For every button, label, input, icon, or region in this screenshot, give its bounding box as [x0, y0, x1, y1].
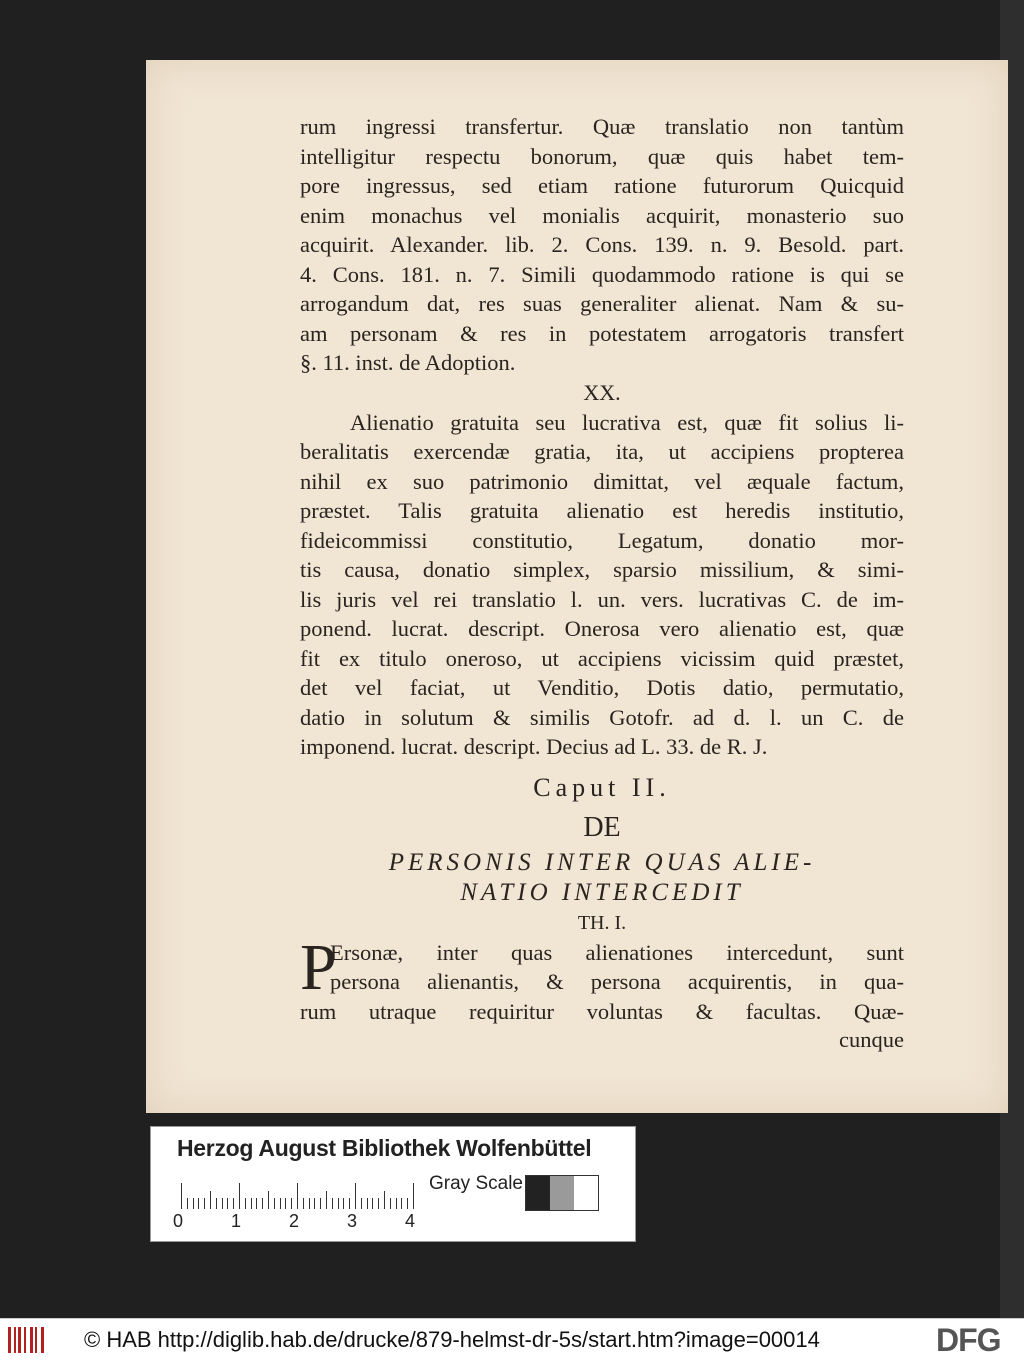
ruler-tick [320, 1198, 321, 1209]
text-line: pore ingressus, sed etiam ratione futurorum Quicquid [300, 173, 904, 198]
ruler-tick [251, 1198, 252, 1209]
barcode-icon [8, 1327, 46, 1353]
footer-bar [0, 1318, 1024, 1361]
ruler-number: 2 [289, 1211, 300, 1231]
ruler-tick [378, 1198, 379, 1209]
ruler-tick [204, 1198, 205, 1209]
page-text [300, 112, 904, 1054]
ruler-tick [314, 1198, 315, 1209]
barcode-bar [24, 1327, 26, 1353]
text-line: am personam & res in potestatem arrogatoris transfert [300, 320, 904, 346]
catchword: cunque [839, 1027, 904, 1052]
text-line: §. 11. inst. de Adoption. [300, 350, 516, 375]
measure-ruler [181, 1179, 413, 1209]
ruler-tick [193, 1198, 194, 1209]
text-line: rum utraque requiritur voluntas & facultas. Quæ- [300, 998, 904, 1024]
ruler-tick [239, 1183, 240, 1209]
gray-scale-swatches [525, 1175, 599, 1211]
text-line: enim monachus vel monialis acquirit, monasterio suo [300, 202, 904, 228]
ruler-tick [384, 1191, 385, 1209]
ruler-tick [268, 1191, 269, 1209]
barcode-bar [30, 1327, 33, 1353]
ruler-tick [349, 1198, 350, 1209]
ruler-tick [396, 1198, 397, 1209]
text-line: ponend. lucrat. descript. Onerosa vero alienatio est, quæ [300, 616, 904, 641]
ruler-tick [291, 1198, 292, 1209]
ruler-tick [390, 1198, 391, 1209]
ruler-tick [338, 1198, 339, 1209]
ruler-tick [413, 1183, 414, 1209]
paragraph-xx [300, 408, 904, 762]
text-line: datio in solutum & similis Gotofr. ad d. l. un C. de [300, 704, 904, 730]
dfg-logo: DFG [936, 1322, 1001, 1358]
ruler-tick [187, 1198, 188, 1209]
ruler-number: 3 [347, 1211, 358, 1231]
final-paragraph [300, 930, 904, 1027]
text-line: 4. Cons. 181. n. 7. Simili quodammodo ratione is qui se [300, 261, 904, 287]
text-line: persona alienantis, & persona acquirentis, in qua- [330, 969, 904, 994]
ruler-tick [227, 1198, 228, 1209]
ruler-tick [256, 1198, 257, 1209]
citation-link[interactable]: © HAB http://diglib.hab.de/drucke/879-helmst-dr-5s/start.htm?image=00014 [84, 1327, 820, 1352]
ruler-tick [372, 1198, 373, 1209]
chapter-title-line: NATIO INTERCEDIT [460, 878, 744, 906]
ruler-tick [262, 1198, 263, 1209]
ruler-tick [280, 1198, 281, 1209]
text-line: det vel faciat, ut Venditio, Dotis datio, permutatio, [300, 675, 904, 700]
ruler-number: 4 [405, 1211, 416, 1231]
barcode-bar [35, 1327, 37, 1353]
text-line: lis juris vel rei translatio l. un. vers. lucrativas C. de im- [300, 586, 904, 612]
ruler-tick [210, 1191, 211, 1209]
section-number: XX. [583, 379, 621, 405]
barcode-bar [14, 1327, 16, 1353]
gray-scale-label: Gray Scale [429, 1173, 523, 1194]
chapter-title-line: PERSONIS INTER QUAS ALIE- [388, 848, 816, 876]
ruler-tick [181, 1183, 182, 1209]
drop-cap: P [300, 930, 337, 1004]
ruler-tick [401, 1198, 402, 1209]
chapter-title [300, 848, 904, 908]
ruler-scale-numbers [173, 1211, 433, 1235]
text-line: Alienatio gratuita seu lucrativa est, quæ fit solius li- [350, 409, 904, 435]
text-line: beralitatis exercendæ gratia, ita, ut accipiens propterea [300, 439, 904, 464]
text-line: Ersonæ, inter quas alienationes intercedunt, sunt [330, 939, 904, 965]
ruler-tick [367, 1198, 368, 1209]
text-line: tis causa, donatio simplex, sparsio missilium, & simi- [300, 557, 904, 582]
ruler-tick [361, 1198, 362, 1209]
library-name: Herzog August Bibliothek Wolfenbüttel [177, 1135, 592, 1161]
barcode-bar [18, 1327, 21, 1353]
text-line: nihil ex suo patrimonio dimittat, vel æquale factum, [300, 468, 904, 494]
text-line: præstet. Talis gratuita alienatio est heredis institutio, [300, 498, 904, 523]
gray-swatch [574, 1176, 598, 1210]
gray-swatch [550, 1176, 574, 1210]
ruler-tick [245, 1198, 246, 1209]
ruler-tick [309, 1198, 310, 1209]
ruler-tick [343, 1198, 344, 1209]
text-line: arrogandum dat, res suas generaliter alienat. Nam & su- [300, 291, 904, 316]
paragraph-xix [300, 112, 904, 378]
ruler-tick [297, 1183, 298, 1209]
ruler-tick [332, 1198, 333, 1209]
ruler-tick [285, 1198, 286, 1209]
chapter-de: DE [583, 811, 621, 843]
text-line: intelligitur respectu bonorum, quæ quis habet tem- [300, 143, 904, 169]
ruler-tick [233, 1198, 234, 1209]
ruler-number: 0 [173, 1211, 184, 1231]
ruler-tick [355, 1183, 356, 1209]
ruler-tick [216, 1198, 217, 1209]
ruler-tick [326, 1191, 327, 1209]
barcode-bar [8, 1327, 11, 1353]
ruler-tick [303, 1198, 304, 1209]
thesis-label: TH. I. [577, 911, 627, 934]
ruler-tick [222, 1198, 223, 1209]
gray-swatch [526, 1176, 550, 1210]
ruler-tick [198, 1198, 199, 1209]
text-line: acquirit. Alexander. lib. 2. Cons. 139. n. 9. Besold. part. [300, 232, 904, 257]
color-ruler-card [150, 1126, 636, 1242]
ruler-tick [407, 1198, 408, 1209]
ruler-tick [274, 1198, 275, 1209]
barcode-bar [41, 1327, 44, 1353]
text-line: fideicommissi constitutio, Legatum, donatio mor- [300, 527, 904, 553]
ruler-number: 1 [231, 1211, 242, 1231]
text-line: imponend. lucrat. descript. Decius ad L. 33. de R. J. [300, 734, 768, 759]
chapter-heading: Caput II. [533, 772, 671, 802]
text-line: fit ex titulo oneroso, ut accipiens vicissim quid præstet, [300, 645, 904, 671]
text-line: rum ingressi transfertur. Quæ translatio non tantùm [300, 114, 904, 139]
